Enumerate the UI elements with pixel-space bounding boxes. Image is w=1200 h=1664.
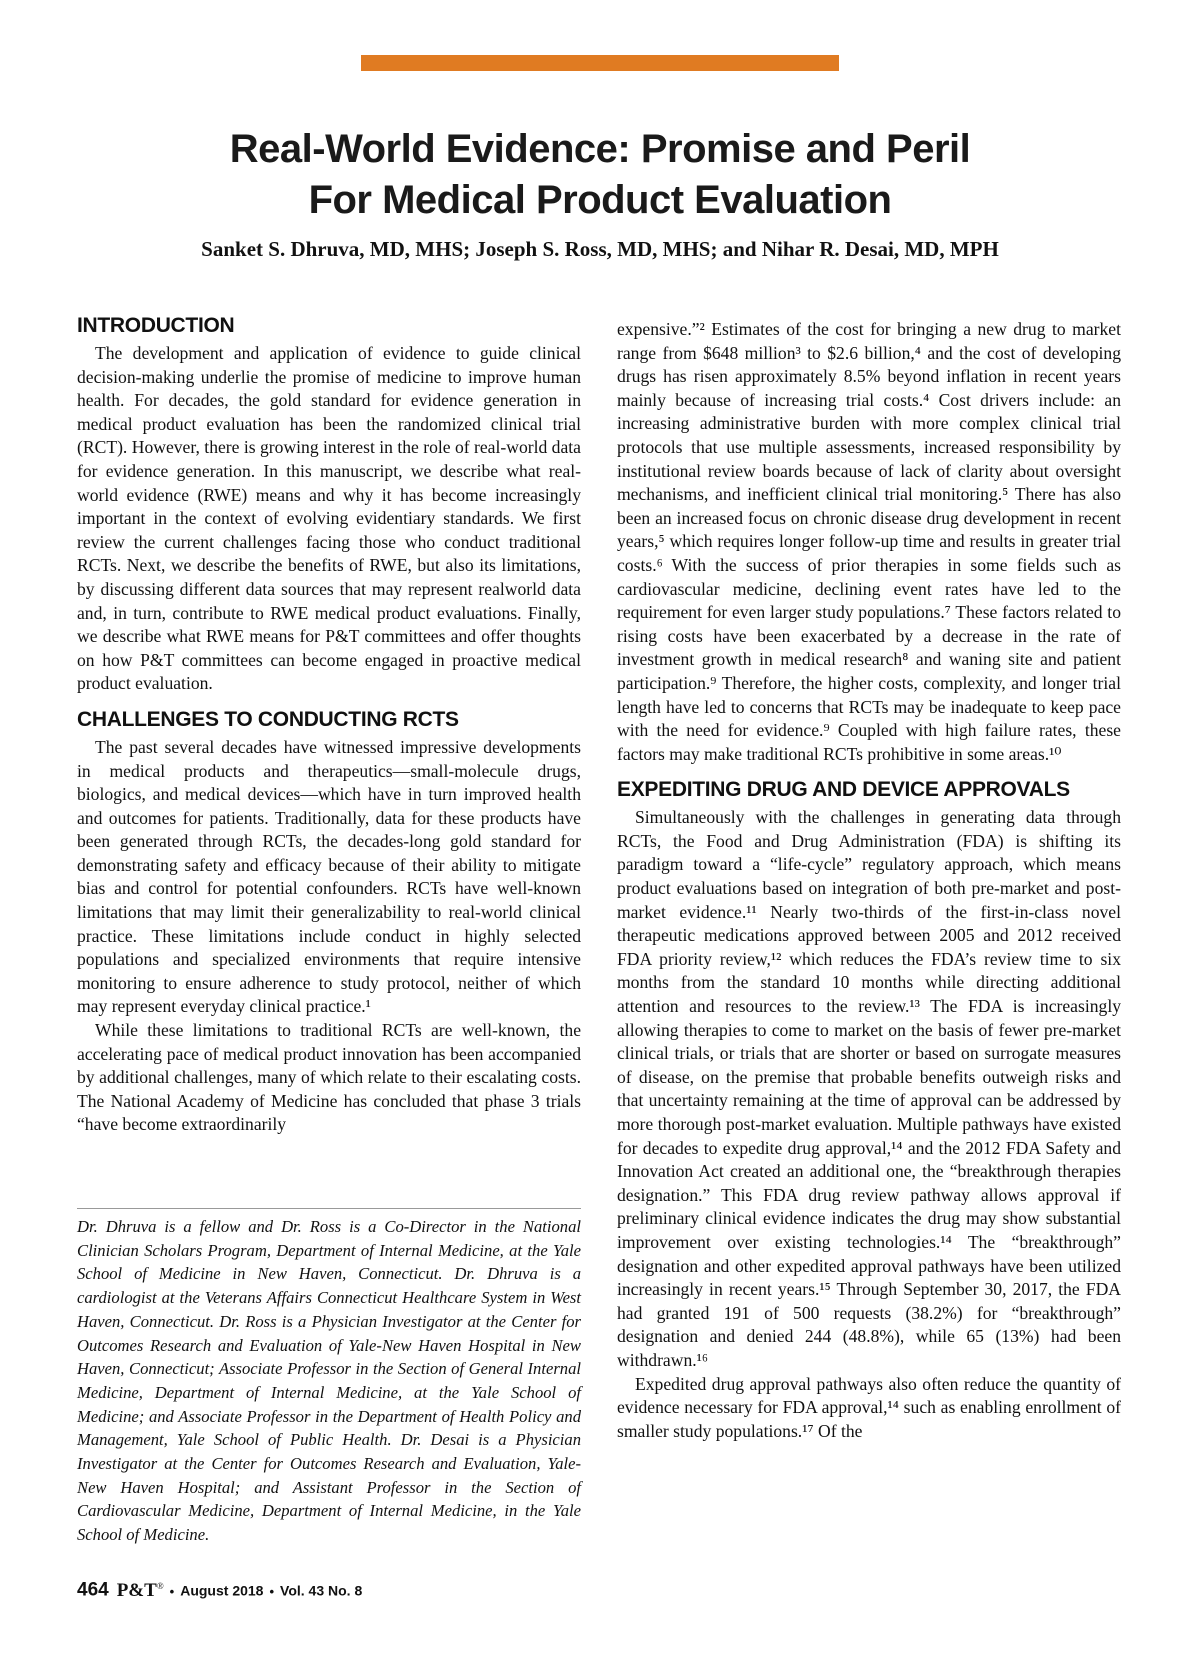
- challenges-paragraph-2: While these limitations to traditional RCTs are well-known, the accelerating pace of medical product innovation has been accompanied by additional challenges, many of which relate to their escalating costs. The National Academy of Medicine has concluded that phase 3 trials “have become extraordinarily: [77, 1020, 581, 1135]
- expediting-paragraph-2: Expedited drug approval pathways also often reduce the quantity of evidence necessary for FDA approval,¹⁴ such as enabling enrollment of smaller study populations.¹⁷ Of the: [617, 1373, 1121, 1441]
- title-line-2: For Medical Product Evaluation: [308, 178, 892, 222]
- left-column: [77, 312, 581, 1137]
- author-affiliations-footnote: Dr. Dhruva is a fellow and Dr. Ross is a Co-Director in the National Clinician Scholars Program, Department of Internal Medicine, at the Yale School of Medicine in New Haven, Connecticut. Dr. Dhruva is a cardiologist at the Veterans Affairs Connecticut Healthcare System in West Haven, Connecticut. Dr. Ross is a Physician Investigator at the Center for Outcomes Research and Evaluation of Yale-New Haven Hospital in New Haven, Connecticut; Associate Professor in the Section of General Internal Medicine, Department of Internal Medicine, at the Yale School of Medicine; and Associate Professor in the Department of Health Policy and Management, Yale School of Public Health. Dr. Desai is a Physician Investigator at the Center for Outcomes Research and Evaluation, Yale-New Haven Hospital; and Assistant Professor in the Section of Cardiovascular Medicine, Department of Internal Medicine, in the Yale School of Medicine.: [77, 1217, 581, 1545]
- accent-bar: [361, 55, 839, 71]
- article-title: [0, 124, 1200, 226]
- issue-volume: Vol. 43 No. 8: [280, 1582, 363, 1599]
- footer-bullet-2: •: [269, 1583, 275, 1599]
- right-column: [617, 318, 1121, 1443]
- title-line-1: Real-World Evidence: Promise and Peril: [229, 127, 971, 171]
- heading-challenges: CHALLENGES TO CONDUCTING RCTS: [77, 707, 459, 731]
- page-footer: [77, 1574, 362, 1604]
- journal-name: P&T: [116, 1579, 157, 1601]
- intro-paragraph: The development and application of evidence to guide clinical decision-making underlie the promise of medicine to improve human health. For decades, the gold standard for evidence generation in medical product evaluation has been the randomized clinical trial (RCT). However, there is growing interest in the role of real-world data for evidence generation. In this manuscript, we describe what real-world evidence (RWE) means and why it has become increasingly important in the context of evolving evidentiary standards. We first review the current challenges facing those who conduct traditional RCTs. Next, we describe the benefits of RWE, but also its limitations, by discussing different data sources that may represent realworld data and, in turn, contribute to RWE medical product evaluations. Finally, we describe what RWE means for P&T committees and offer thoughts on how P&T committees can become engaged in proactive medical product evaluation.: [77, 343, 581, 694]
- footer-bullet-1: •: [169, 1583, 175, 1599]
- continued-paragraph: expensive.”² Estimates of the cost for bringing a new drug to market range from $648 million³ to $2.6 billion,⁴ and the cost of developing drugs has risen approximately 8.5% beyond inflation in recent years mainly because of increasing trial costs.⁴ Cost drivers include: an increasing administrative burden with more complex clinical trial protocols that use multiple assessments, increased responsibility by institutional review boards because of lack of clarity about oversight mechanisms, and inefficient clinical trial monitoring.⁵ There has also been an increased focus on chronic disease drug development in recent years,⁵ which requires longer follow-up time and results in greater trial costs.⁶ With the success of prior therapies in some fields such as cardiovascular medicine, declining event rates have led to the requirement for even larger study populations.⁷ These factors related to rising costs have been exacerbated by a decrease in the rate of investment growth in medical research⁸ and waning site and patient participation.⁹ Therefore, the higher costs, complexity, and longer trial length have led to concerns that RCTs may be inadequate to keep pace with the need for evidence.⁹ Coupled with high failure rates, these factors may make traditional RCTs prohibitive in some areas.¹⁰: [617, 319, 1121, 764]
- footnote-divider: [77, 1208, 581, 1209]
- page-number: 464: [77, 1579, 109, 1601]
- expediting-paragraph-1: Simultaneously with the challenges in generating data through RCTs, the Food and Drug Administration (FDA) is shifting its paradigm toward a “life-cycle” regulatory approach, which means product evaluations based on integration of both pre-market and post-market evidence.¹¹ Nearly two-thirds of the first-in-class novel therapeutic medications approved between 2005 and 2012 received FDA priority review,¹² which reduces the FDA’s review time to six months from the standard 10 months while directing additional attention and resources to the review.¹³ The FDA is increasingly allowing therapies to come to market on the basis of fewer pre-market clinical trials, or trials that are shorter or based on surrogate measures of disease, on the premise that probable benefits outweigh risks and that uncertainty remaining at the time of approval can be addressed by more thorough post-market evaluation. Multiple pathways have existed for decades to expedite drug approval,¹⁴ and the 2012 FDA Safety and Innovation Act created an additional one, the “breakthrough therapies designation.” This FDA drug review pathway allows approval if preliminary clinical evidence indicates the drug may show substantial improvement over existing technologies.¹⁴ The “breakthrough” designation and other expedited approval pathways have been utilized increasingly in recent years.¹⁵ Through September 30, 2017, the FDA had granted 191 of 500 requests (38.2%) for “breakthrough” designation and denied 244 (48.8%), while 65 (13%) had been withdrawn.¹⁶: [617, 807, 1121, 1370]
- heading-expediting: EXPEDITING DRUG AND DEVICE APPROVALS: [617, 778, 1070, 802]
- registered-mark: ®: [156, 1581, 164, 1591]
- challenges-paragraph-1: The past several decades have witnessed impressive developments in medical products and therapeutics—small-molecule drugs, biologics, and medical devices—which have in turn improved health and outcomes for patients. Traditionally, data for these products have been generated through RCTs, the decades-long gold standard for demonstrating safety and efficacy because of their ability to mitigate bias and control for potential confounders. RCTs have well-known limitations that may limit their generalizability to real-world clinical practice. These limitations include conduct in highly selected populations and specialized environments that require intensive monitoring to ensure adherence to study protocol, neither of which may represent everyday clinical practice.¹: [77, 736, 581, 1017]
- heading-introduction: INTRODUCTION: [77, 314, 235, 337]
- issue-date: August 2018: [180, 1582, 264, 1599]
- author-list: Sanket S. Dhruva, MD, MHS; Joseph S. Ross, MD, MHS; and Nihar R. Desai, MD, MPH: [201, 237, 999, 261]
